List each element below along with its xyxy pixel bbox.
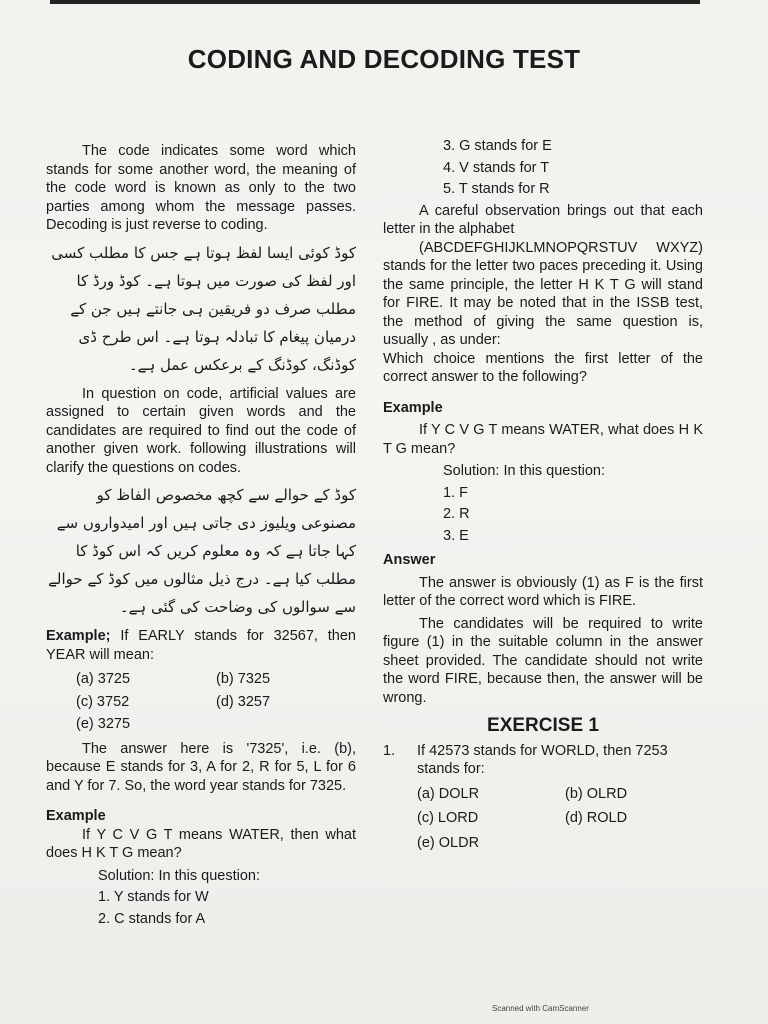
scanner-watermark: Scanned with CamScanner bbox=[492, 1004, 589, 1013]
urdu-paragraph-2: کوڈ کے حوالے سے کچھ مخصوص الفاظ کو مصنوعی ویلیوز دی جاتی ہیں اور امیدواروں سے کہا جاتا ہے کہ وہ معلوم کریں کہ اس کوڈ کا مطلب کیا ہے۔ درج ذیل مثالوں میں کوڈ کے حوالے سے سوالوں کی وضاحت کی گئی ہے۔ bbox=[48, 486, 356, 616]
answer-paragraph: The answer is obviously (1) as F is the first letter of the correct word which is FIRE. bbox=[383, 574, 703, 609]
solution-label-right: Solution: In this question: bbox=[443, 463, 606, 479]
answer-heading: Answer bbox=[383, 552, 436, 568]
example-2-question: If Y C V G T means WATER, then what does H K T G mean? bbox=[46, 826, 356, 861]
exercise-heading: EXERCISE 1 bbox=[487, 715, 599, 736]
question-paragraph: Which choice mentions the first letter of the correct answer to the following? bbox=[383, 350, 703, 385]
example-text: If EARLY stands for 32567, then YEAR will mean: bbox=[46, 628, 356, 663]
exercise-option-b: (b) OLRD bbox=[565, 785, 628, 802]
exercise-text: If 42573 stands for WORLD, then 7253 stands for: bbox=[417, 742, 668, 777]
example-question bbox=[46, 627, 356, 664]
answer-choices bbox=[383, 484, 703, 546]
answer-choice: 3. E bbox=[443, 527, 469, 544]
right-column bbox=[383, 134, 703, 852]
exercise-option-a: (a) DOLR bbox=[417, 785, 480, 802]
option-b: (b) 7325 bbox=[216, 671, 271, 687]
exercise-option-d: (d) ROLD bbox=[565, 810, 628, 826]
answer-explanation: The answer here is '7325', i.e. (b), because E stands for 3, A for 2, R for 5, L for 6 and Y for 7. So, the word year stands for 7325. bbox=[46, 740, 356, 794]
code-explanation-paragraph: In question on code, artificial values are assigned to certain given words and the candidates are required to find out the code of another given work. following illustrations will clarify the questions on codes. bbox=[46, 385, 356, 476]
option-a: (a) 3725 bbox=[76, 671, 131, 687]
page-title: CODING AND DECODING TEST bbox=[187, 44, 581, 74]
solution-step: 2. C stands for A bbox=[98, 910, 206, 927]
top-rule bbox=[50, 0, 700, 4]
urdu-paragraph-1: کوڈ کوئی ایسا لفظ ہوتا ہے جس کا مطلب کسی اور لفظ کی صورت میں ہوتا ہے۔ کوڈ ورڈ کا مطلب صرف دو فریقین ہی جانتے ہیں جن کے درمیان پیغام کا تبادلہ ہوتا ہے۔ اس طرح ڈی کوڈنگ، کوڈنگ کے برعکس عمل ہے۔ bbox=[51, 243, 356, 374]
solution-step: 4. V stands for T bbox=[443, 159, 550, 176]
option-c: (c) 3752 bbox=[76, 693, 130, 710]
intro-paragraph: The code indicates some word which stands for some another word, the meaning of the code word is known as only to the two parties among whom the message passes. Decoding is just reverse to coding. bbox=[46, 143, 356, 233]
alphabet-paragraph: (ABCDEFGHIJKLMNOPQRSTUV WXYZ) stands for the letter two paces preceding it. Using the same principle, the letter H K T G will stand for FIRE. It may be noted that in the ISSB test, the method of giving the same question is, usually , as under: bbox=[383, 239, 703, 348]
exercise-options bbox=[383, 785, 703, 853]
exercise-number: 1. bbox=[383, 742, 396, 759]
example-options bbox=[46, 670, 356, 734]
solution-step: 5. T stands for R bbox=[443, 181, 550, 197]
exercise-question bbox=[383, 742, 703, 779]
solution-label: Solution: In this question: bbox=[98, 867, 261, 884]
answer-choice: 2. R bbox=[443, 506, 470, 522]
example-question-right: If Y C V G T means WATER, what does H K T G mean? bbox=[383, 422, 703, 457]
exercise-option-c: (c) LORD bbox=[417, 810, 479, 826]
solution-steps-right bbox=[383, 137, 703, 199]
left-column bbox=[46, 142, 356, 931]
example-heading: Example bbox=[383, 399, 443, 416]
solution-steps-left bbox=[46, 888, 356, 928]
solution-step: 3. G stands for E bbox=[443, 138, 552, 154]
exercise-option-e: (e) OLDR bbox=[417, 834, 480, 851]
example-2-heading: Example bbox=[46, 808, 106, 824]
option-e: (e) 3275 bbox=[76, 716, 131, 732]
option-d: (d) 3257 bbox=[216, 693, 271, 710]
observation-paragraph: A careful observation brings out that each letter in the alphabet bbox=[383, 202, 703, 237]
answer-choice: 1. F bbox=[443, 484, 468, 501]
example-label: Example; bbox=[46, 628, 111, 644]
solution-step: 1. Y stands for W bbox=[98, 889, 209, 905]
candidates-paragraph: The candidates will be required to write figure (1) in the suitable column in the answer sheet provided. The candidate should not write the word FIRE, because then, the answer will be wrong. bbox=[383, 615, 703, 706]
